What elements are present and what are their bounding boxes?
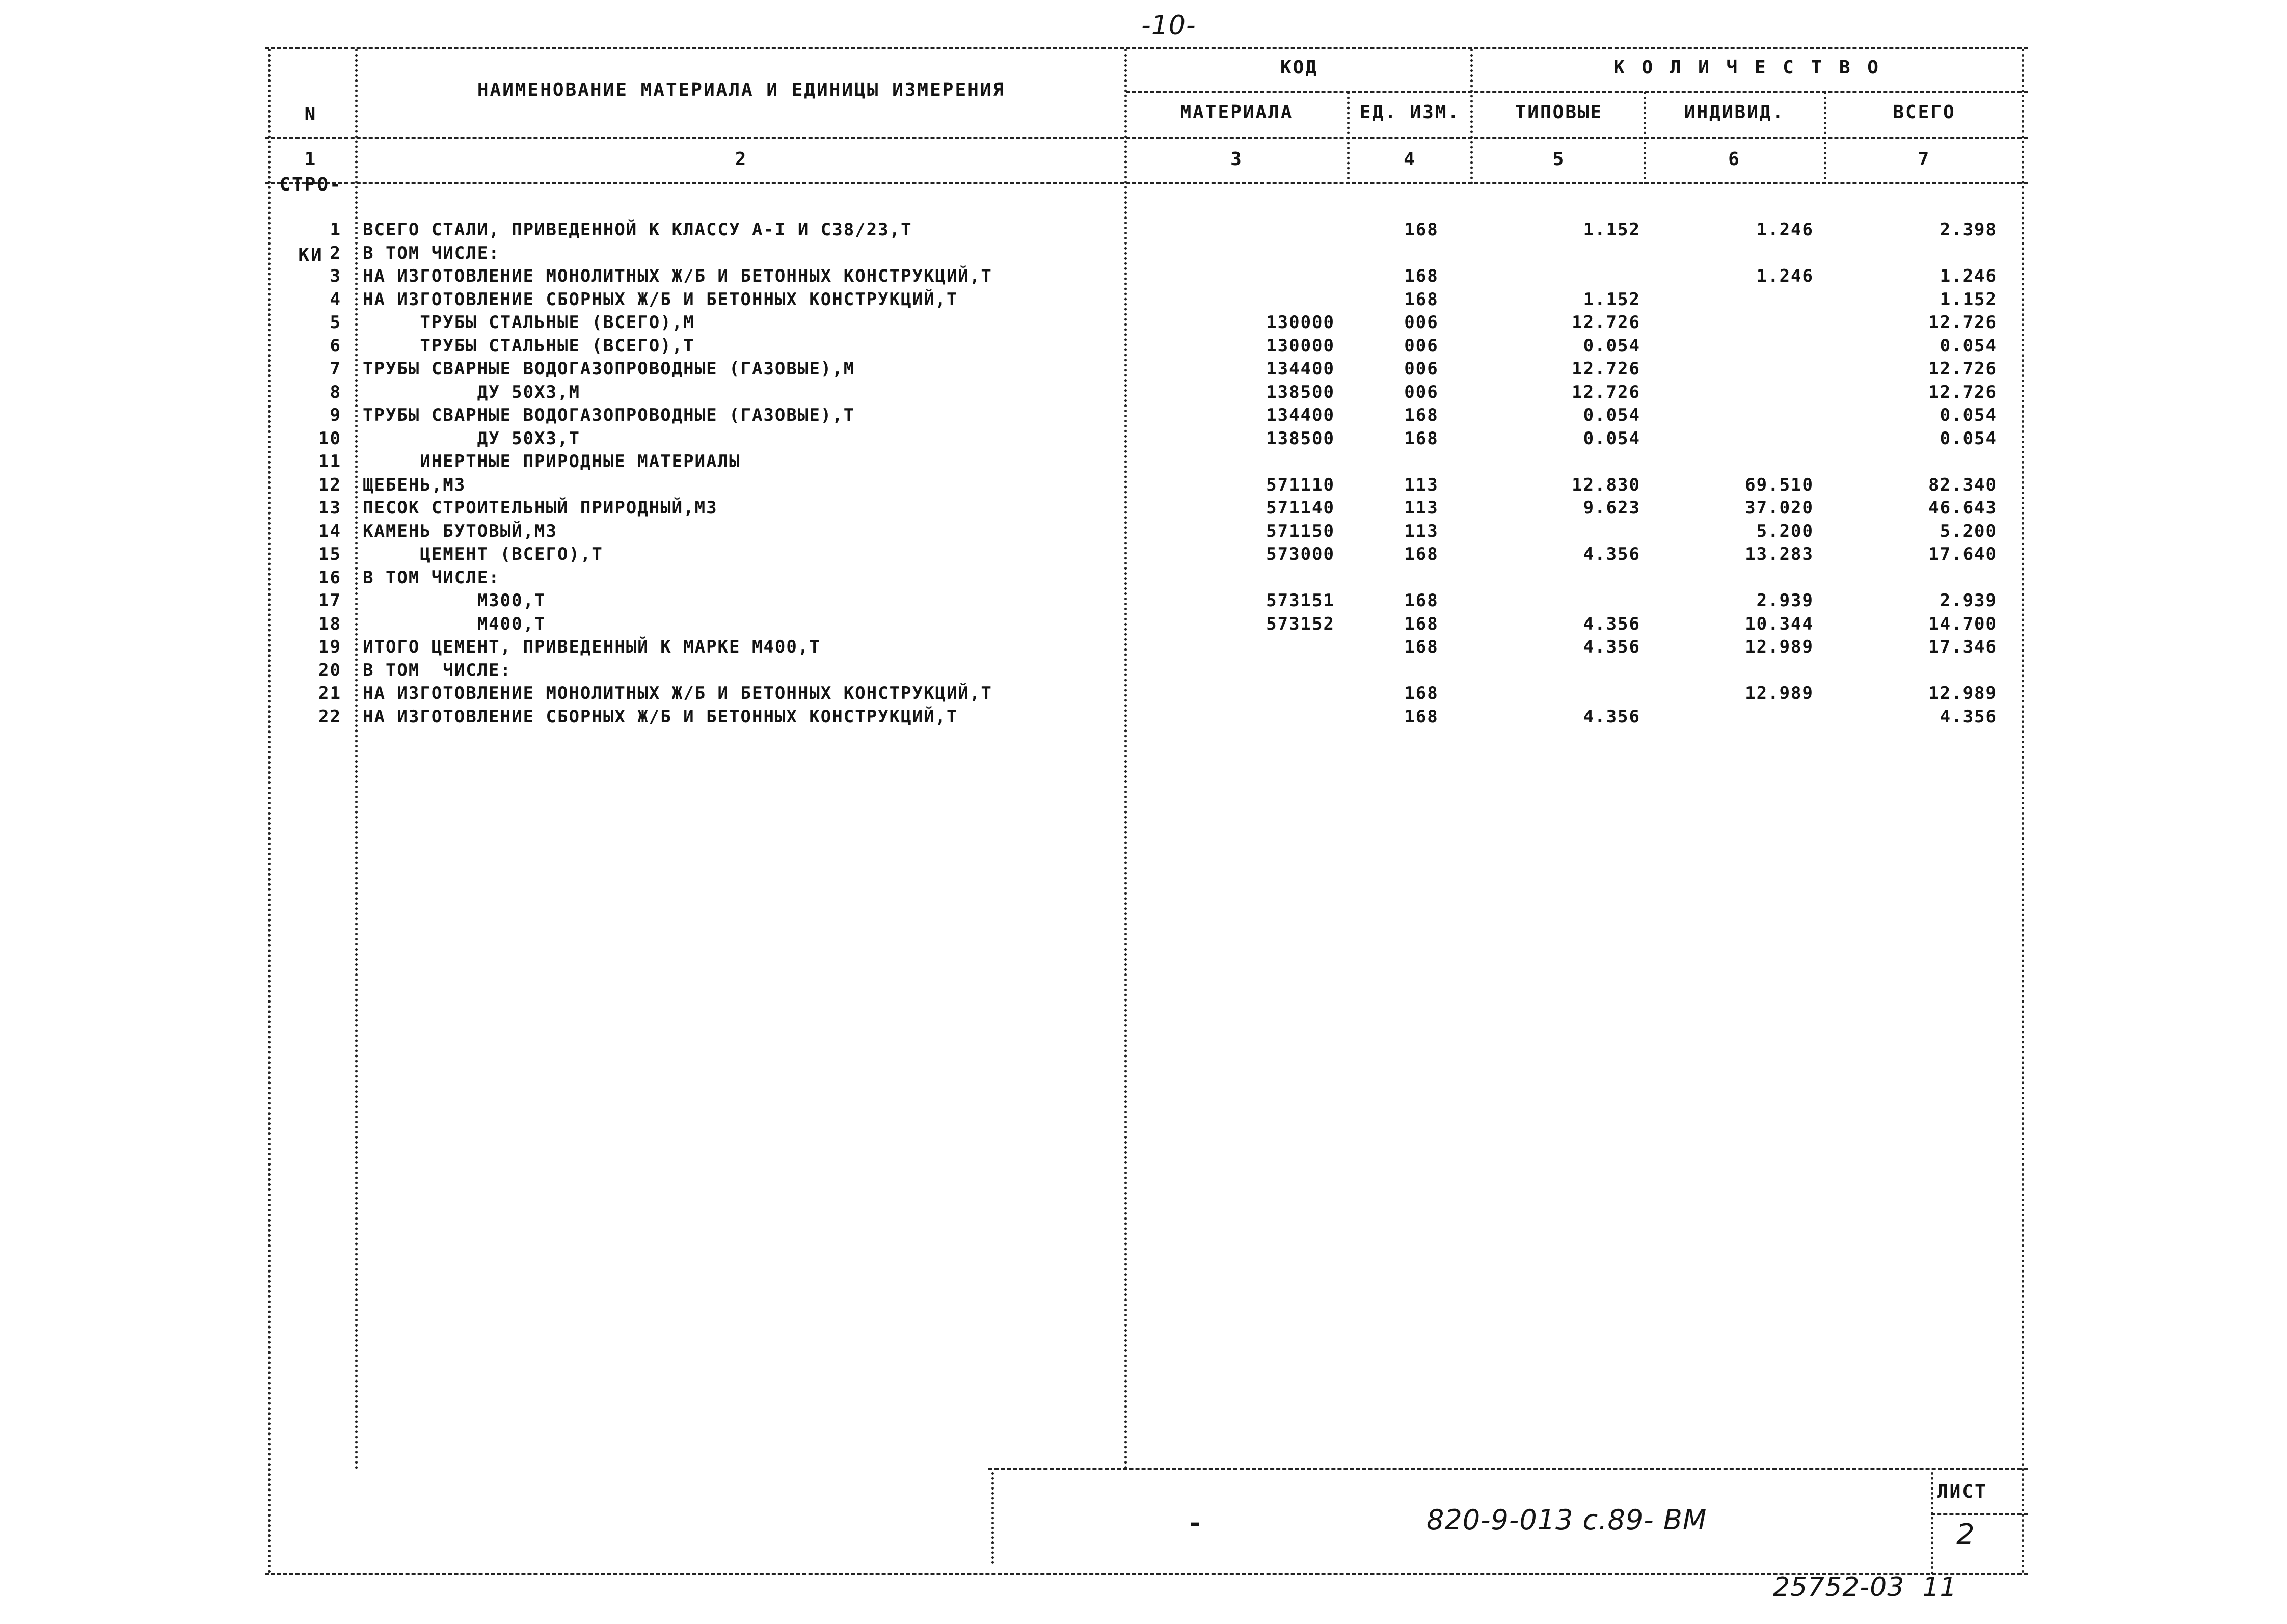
cell-typical: 1.152 (1583, 220, 1640, 240)
cell-n: 5 (330, 312, 341, 333)
cell-typical: 0.054 (1583, 428, 1640, 449)
table-row (0, 473, 2287, 497)
cell-total: 0.054 (1940, 428, 1997, 449)
cell-n: 1 (330, 220, 341, 240)
table-row (0, 612, 2287, 636)
cell-name: ЦЕМЕНТ (ВСЕГО),Т (363, 544, 603, 564)
cell-code: 134400 (1266, 359, 1335, 379)
cell-typical: 0.054 (1583, 335, 1640, 356)
cell-individual: 37.020 (1745, 498, 1814, 518)
cell-n: 17 (318, 590, 341, 611)
cell-unit: 006 (1404, 335, 1439, 356)
header-bottom-rule (265, 137, 2028, 139)
cell-n: 19 (318, 637, 341, 657)
cell-total: 0.054 (1940, 405, 1997, 425)
cell-unit: 168 (1404, 590, 1439, 611)
header-code-group: КОД (1280, 57, 1319, 78)
header-total: ВСЕГО (1893, 102, 1956, 123)
col-numbers-bottom-rule (265, 182, 2028, 184)
cell-code: 571110 (1266, 474, 1335, 495)
cell-code: 134400 (1266, 405, 1335, 425)
cell-unit: 168 (1404, 220, 1439, 240)
cell-typical: 12.726 (1572, 312, 1640, 333)
cell-individual: 69.510 (1745, 474, 1814, 495)
cell-individual: 5.200 (1756, 521, 1814, 542)
cell-code: 573152 (1266, 613, 1335, 634)
cell-typical: 12.726 (1572, 359, 1640, 379)
cell-n: 6 (330, 335, 341, 356)
cell-unit: 168 (1404, 544, 1439, 564)
cell-name: НА ИЗГОТОВЛЕНИЕ СБОРНЫХ Ж/Б И БЕТОННЫХ КОНСТРУКЦИЙ,Т (363, 706, 958, 727)
header-typical: ТИПОВЫЕ (1515, 102, 1603, 123)
cell-unit: 113 (1404, 521, 1439, 542)
table-row (0, 264, 2287, 288)
table-row (0, 357, 2287, 381)
cell-unit: 006 (1404, 359, 1439, 379)
cell-individual: 2.939 (1756, 590, 1814, 611)
cell-code: 571150 (1266, 521, 1335, 542)
cell-code: 130000 (1266, 335, 1335, 356)
table-row (0, 427, 2287, 450)
table-top-border (265, 47, 2028, 49)
header-ki: КИ (298, 245, 324, 265)
cell-code: 130000 (1266, 312, 1335, 333)
cell-n: 8 (330, 382, 341, 402)
cell-code: 571140 (1266, 498, 1335, 518)
table-row (0, 682, 2287, 705)
cell-n: 18 (318, 613, 341, 634)
cell-n: 7 (330, 359, 341, 379)
cell-unit: 006 (1404, 382, 1439, 402)
cell-unit: 113 (1404, 474, 1439, 495)
cell-n: 3 (330, 266, 341, 286)
cell-n: 20 (318, 660, 341, 681)
cell-name: НА ИЗГОТОВЛЕНИЕ МОНОЛИТНЫХ Ж/Б И БЕТОННЫХ КОНСТРУКЦИЙ,Т (363, 683, 992, 703)
header-n: N (304, 104, 317, 125)
colnum-6: 6 (1728, 149, 1741, 170)
document-code: 820-9-013 с.89- ВМ (1427, 1504, 1707, 1536)
cell-name: М300,Т (363, 590, 546, 611)
header-unit: ЕД. ИЗМ. (1359, 102, 1461, 123)
cell-individual: 1.246 (1756, 220, 1814, 240)
cell-n: 4 (330, 289, 341, 310)
header-name: НАИМЕНОВАНИЕ МАТЕРИАЛА И ЕДИНИЦЫ ИЗМЕРЕНИЯ (477, 79, 1006, 100)
table-row (0, 543, 2287, 566)
cell-total: 17.640 (1928, 544, 1997, 564)
cell-unit: 168 (1404, 266, 1439, 286)
cell-individual: 12.989 (1745, 683, 1814, 703)
cell-n: 14 (318, 521, 341, 542)
cell-individual: 13.283 (1745, 544, 1814, 564)
cell-n: 12 (318, 474, 341, 495)
cell-typical: 4.356 (1583, 637, 1640, 657)
col-code-divider (1347, 92, 1350, 184)
cell-typical: 12.830 (1572, 474, 1640, 495)
cell-name: В ТОМ ЧИСЛЕ: (363, 567, 500, 588)
cell-typical: 1.152 (1583, 289, 1640, 310)
cell-code: 573151 (1266, 590, 1335, 611)
cell-unit: 168 (1404, 428, 1439, 449)
cell-total: 1.152 (1940, 289, 1997, 310)
cell-n: 11 (318, 451, 341, 472)
cell-name: В ТОМ ЧИСЛЕ: (363, 660, 512, 681)
colnum-4: 4 (1404, 149, 1416, 170)
header-stro: СТРО- (279, 174, 342, 195)
cell-name: ДУ 50Х3,Т (363, 428, 580, 449)
cell-unit: 168 (1404, 683, 1439, 703)
cell-n: 21 (318, 683, 341, 703)
header-quantity-group: К О Л И Ч Е С Т В О (1613, 57, 1881, 78)
colnum-1: 1 (304, 149, 317, 170)
cell-name: ИНЕРТНЫЕ ПРИРОДНЫЕ МАТЕРИАЛЫ (363, 451, 741, 472)
cell-total: 14.700 (1928, 613, 1997, 634)
cell-name: ТРУБЫ СТАЛЬНЫЕ (ВСЕГО),М (363, 312, 695, 333)
cell-individual: 10.344 (1745, 613, 1814, 634)
cell-unit: 168 (1404, 405, 1439, 425)
cell-code: 138500 (1266, 382, 1335, 402)
cell-total: 82.340 (1928, 474, 1997, 495)
cell-name: НА ИЗГОТОВЛЕНИЕ МОНОЛИТНЫХ Ж/Б И БЕТОННЫХ КОНСТРУКЦИЙ,Т (363, 266, 992, 286)
table-row (0, 334, 2287, 358)
cell-name: НА ИЗГОТОВЛЕНИЕ СБОРНЫХ Ж/Б И БЕТОННЫХ КОНСТРУКЦИЙ,Т (363, 289, 958, 310)
cell-total: 2.939 (1940, 590, 1997, 611)
colnum-2: 2 (735, 149, 748, 170)
cell-total: 2.398 (1940, 220, 1997, 240)
table-row (0, 218, 2287, 241)
table-row (0, 520, 2287, 543)
cell-individual: 12.989 (1745, 637, 1814, 657)
cell-individual: 1.246 (1756, 266, 1814, 286)
colnum-5: 5 (1552, 149, 1566, 170)
table-row (0, 705, 2287, 728)
cell-n: 15 (318, 544, 341, 564)
cell-name: М400,Т (363, 613, 546, 634)
cell-total: 5.200 (1940, 521, 1997, 542)
cell-typical: 4.356 (1583, 706, 1640, 727)
cell-unit: 168 (1404, 613, 1439, 634)
materials-table-body (0, 218, 2287, 748)
cell-name: ДУ 50Х3,М (363, 382, 580, 402)
table-row (0, 403, 2287, 427)
sheet-number: 2 (1956, 1518, 1975, 1551)
stamp-sheet-rule (1931, 1513, 2028, 1515)
cell-unit: 168 (1404, 706, 1439, 727)
cell-total: 4.356 (1940, 706, 1997, 727)
cell-n: 13 (318, 498, 341, 518)
cell-unit: 168 (1404, 289, 1439, 310)
stamp-top-rule (988, 1468, 2028, 1470)
cell-n: 9 (330, 405, 341, 425)
table-row (0, 288, 2287, 311)
archive-number: 25752-03 11 (1773, 1572, 1957, 1603)
cell-name: ТРУБЫ СВАРНЫЕ ВОДОГАЗОПРОВОДНЫЕ (ГАЗОВЫЕ),М (363, 359, 855, 379)
cell-n: 16 (318, 567, 341, 588)
cell-total: 17.346 (1928, 637, 1997, 657)
colnum-7: 7 (1918, 149, 1931, 170)
cell-name: ПЕСОК СТРОИТЕЛЬНЫЙ ПРИРОДНЫЙ,М3 (363, 498, 718, 518)
table-row (0, 450, 2287, 473)
cell-n: 2 (330, 242, 341, 263)
cell-total: 46.643 (1928, 498, 1997, 518)
cell-total: 12.726 (1928, 359, 1997, 379)
cell-typical: 4.356 (1583, 613, 1640, 634)
cell-typical: 12.726 (1572, 382, 1640, 402)
cell-typical: 0.054 (1583, 405, 1640, 425)
cell-name: В ТОМ ЧИСЛЕ: (363, 242, 500, 263)
cell-unit: 006 (1404, 312, 1439, 333)
cell-name: КАМЕНЬ БУТОВЫЙ,М3 (363, 521, 557, 542)
cell-code: 138500 (1266, 428, 1335, 449)
cell-typical: 9.623 (1583, 498, 1640, 518)
col-typical-divider (1644, 92, 1646, 184)
cell-code: 573000 (1266, 544, 1335, 564)
header-code-material: МАТЕРИАЛА (1180, 102, 1294, 123)
table-bottom-border (265, 1573, 2028, 1575)
cell-total: 0.054 (1940, 335, 1997, 356)
cell-name: ЩЕБЕНЬ,М3 (363, 474, 466, 495)
table-row (0, 566, 2287, 589)
cell-name: ВСЕГО СТАЛИ, ПРИВЕДЕННОЙ К КЛАССУ А-I И С38/23,Т (363, 220, 912, 240)
table-row (0, 241, 2287, 265)
col-unit-divider (1470, 49, 1473, 184)
cell-unit: 168 (1404, 637, 1439, 657)
table-row (0, 659, 2287, 682)
header-sub-rule (1126, 91, 2028, 93)
table-row (0, 635, 2287, 659)
cell-unit: 113 (1404, 498, 1439, 518)
cell-n: 22 (318, 706, 341, 727)
stamp-left-divider (991, 1472, 994, 1564)
stamp-sheet-divider (1931, 1472, 1933, 1574)
cell-typical: 4.356 (1583, 544, 1640, 564)
cell-total: 12.726 (1928, 382, 1997, 402)
stamp-dash: - (1187, 1508, 1205, 1538)
cell-name: ИТОГО ЦЕМЕНТ, ПРИВЕДЕННЫЙ К МАРКЕ М400,Т (363, 637, 821, 657)
colnum-3: 3 (1230, 149, 1243, 170)
cell-total: 12.726 (1928, 312, 1997, 333)
cell-total: 12.989 (1928, 683, 1997, 703)
sheet-label: ЛИСТ (1937, 1481, 1987, 1502)
header-individual: ИНДИВИД. (1684, 102, 1785, 123)
table-row (0, 589, 2287, 612)
table-row (0, 311, 2287, 334)
cell-total: 1.246 (1940, 266, 1997, 286)
col-individual-divider (1824, 92, 1826, 184)
table-row (0, 496, 2287, 520)
cell-n: 10 (318, 428, 341, 449)
cell-name: ТРУБЫ СВАРНЫЕ ВОДОГАЗОПРОВОДНЫЕ (ГАЗОВЫЕ),Т (363, 405, 855, 425)
cell-name: ТРУБЫ СТАЛЬНЫЕ (ВСЕГО),Т (363, 335, 695, 356)
table-row (0, 381, 2287, 404)
page-number: -10- (1141, 10, 1196, 41)
